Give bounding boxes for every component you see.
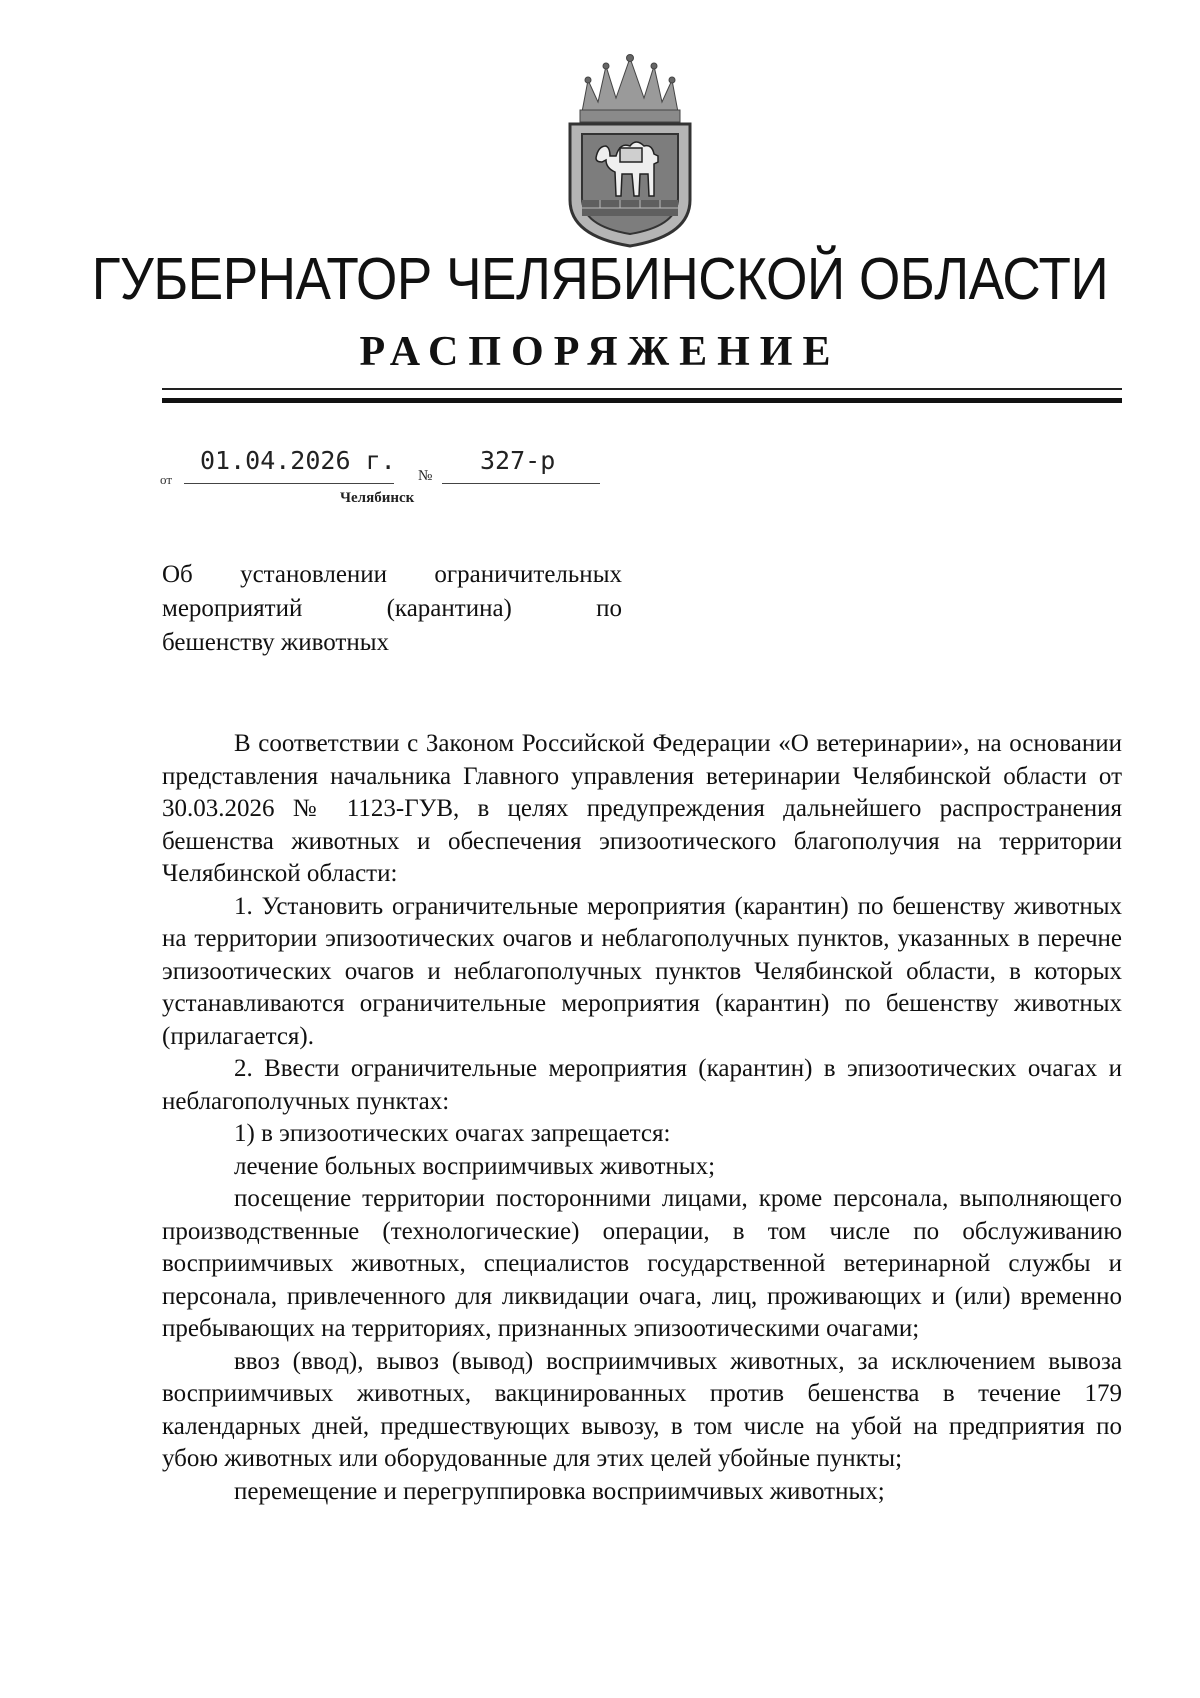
document-body <box>162 728 1122 1508</box>
date-underline <box>184 483 394 484</box>
body-paragraph-item-2: 2. Ввести ограничительные мероприятия (карантин) в эпизоотических очагах и неблагополучных пунктах: <box>162 1055 1122 1115</box>
date-prefix-label: от <box>160 472 173 487</box>
chelyabinsk-coat-of-arms-icon <box>560 50 700 250</box>
header-rule-thick <box>162 398 1122 403</box>
subject-line: мероприятий (карантина) по <box>162 595 622 622</box>
document-date: 01.04.2026 г. <box>200 446 396 475</box>
body-paragraph-preamble: В соответствии с Законом Российской Федерации «О ветеринарии», на основании представления начальника Главного управления ветеринарии Челябинской области от 30.03.2026 № 1123-ГУВ, в целях предупреждения дальнейшего распространения бешенства животных и обеспечения эпизоотического благополучия на территории Челябинской области: <box>162 730 1122 887</box>
subject-line: Об установлении ограничительных <box>162 561 622 588</box>
number-underline <box>442 483 600 484</box>
document-subject <box>162 558 622 660</box>
body-paragraph-prohibition: лечение больных восприимчивых животных; <box>234 1152 716 1180</box>
document-city: Челябинск <box>340 490 415 506</box>
document-type-heading: РАСПОРЯЖЕНИЕ <box>359 329 841 375</box>
body-paragraph-prohibition: ввоз (ввод), вывоз (вывод) восприимчивых животных, за исключением вывоза восприимчивых животных, вакцинированных против бешенства в течение 179 календарных дней, предшествующих вывозу, в том числе на убой на предприятия по убою животных или оборудованные для этих целей убойные пункты; <box>162 1347 1122 1472</box>
body-paragraph-prohibition: посещение территории посторонними лицами, кроме персонала, выполняющего производственные (технологические) операции, в том числе по обслуживанию восприимчивых животных, специалистов государственной ветеринарной службы и персонала, привлеченного для ликвидации очага, лиц, проживающих и (или) временно пребывающих на территориях, признанных эпизоотическими очагами; <box>162 1185 1122 1342</box>
document-number: 327-р <box>480 446 556 475</box>
number-prefix-label: № <box>418 468 433 484</box>
body-paragraph-prohibition: перемещение и перегруппировка восприимчивых животных; <box>234 1477 885 1505</box>
header-rule-thin <box>162 388 1122 390</box>
subject-line: бешенству животных <box>162 629 389 656</box>
body-paragraph-item-1: 1. Установить ограничительные мероприятия (карантин) по бешенству животных на территории эпизоотических очагов и неблагополучных пунктов, указанных в перечне эпизоотических очагов и неблагополучных пунктов Челябинской области, в которых устанавливаются ограничительные мероприятия (карантин) по бешенству животных (прилагается). <box>162 892 1122 1050</box>
document-registration-line <box>160 440 600 510</box>
body-paragraph-subitem-1: 1) в эпизоотических очагах запрещается: <box>234 1120 671 1147</box>
issuer-title: ГУБЕРНАТОР ЧЕЛЯБИНСКОЙ ОБЛАСТИ <box>91 246 1109 312</box>
